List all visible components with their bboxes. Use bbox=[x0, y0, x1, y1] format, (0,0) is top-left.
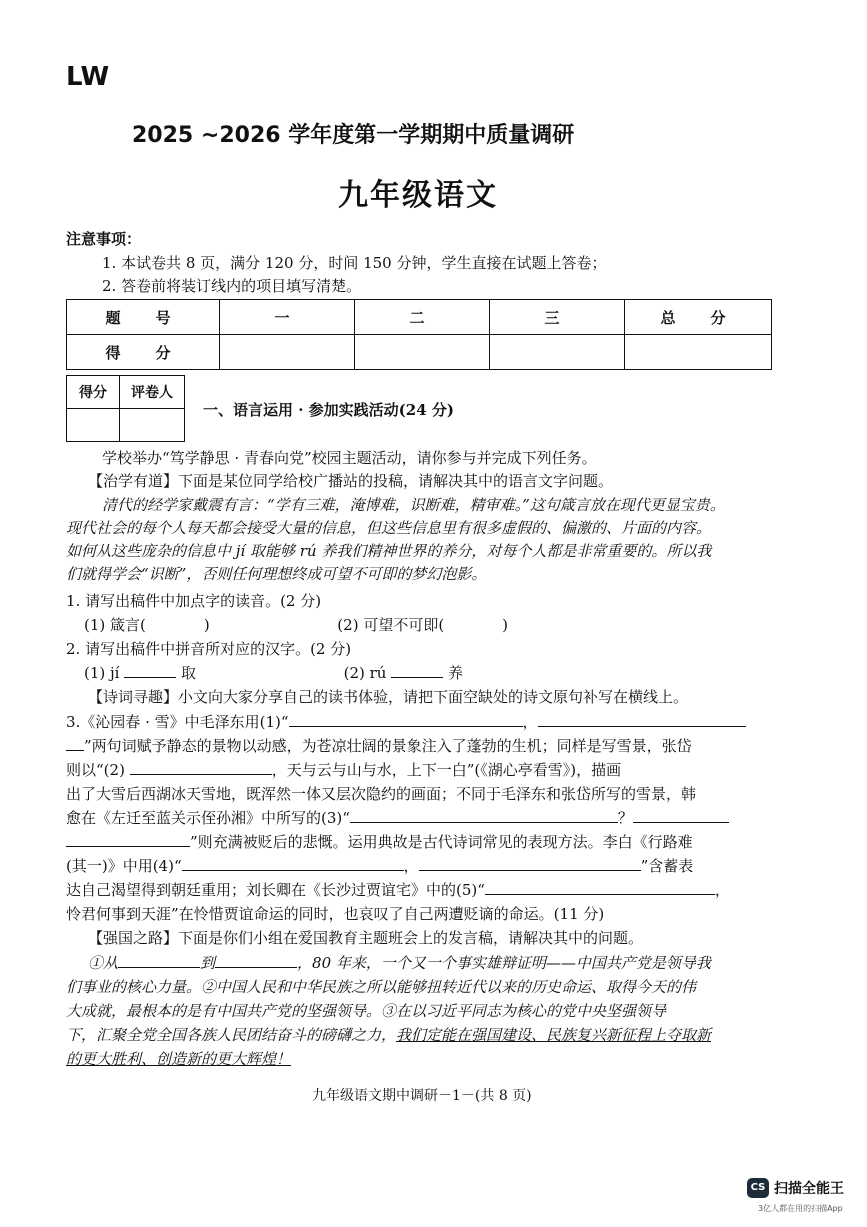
question-2: 2. 请写出稿件中拼音所对应的汉字。(2 分) bbox=[66, 640, 352, 658]
q3-text: ”则充满被贬后的悲慨。运用典故是古代诗词常见的表现方法。李白《行路难 bbox=[190, 833, 693, 851]
q3-text: ， bbox=[714, 881, 730, 899]
page-footer: 九年级语文期中调研－1－(共 8 页) bbox=[312, 1088, 532, 1104]
notes-item: 1. 本试卷共 8 页，满分 120 分，时间 150 分钟，学生直接在试题上答卷； bbox=[102, 254, 607, 272]
score-cell[interactable] bbox=[625, 335, 772, 370]
answer-blank[interactable] bbox=[289, 712, 523, 727]
speech-line bbox=[88, 952, 808, 974]
q1-part-b-end: ) bbox=[502, 616, 509, 634]
answer-blank[interactable] bbox=[182, 856, 404, 871]
score-cell[interactable] bbox=[355, 335, 490, 370]
answer-blank[interactable] bbox=[130, 760, 272, 775]
score-table-header: 二 bbox=[355, 300, 490, 335]
answer-blank[interactable] bbox=[419, 856, 641, 871]
q3-text: 3.《沁园春 · 雪》中毛泽东用(1)“ bbox=[66, 713, 289, 731]
score-table-header: 总 分 bbox=[625, 300, 772, 335]
score-cell[interactable] bbox=[220, 335, 355, 370]
score-table bbox=[66, 299, 772, 370]
exam-title: 2025 ~2026 学年度第一学期期中质量调研 bbox=[132, 123, 575, 148]
question-3-line: 怜君何事到天涯”在怜惜贾谊命运的同时，也哀叹了自己两遭贬谪的命运。(11 分) bbox=[66, 905, 605, 923]
question-1-parts bbox=[84, 614, 804, 636]
q1-part-b: (2) 可望不可即( bbox=[337, 616, 445, 634]
notes-heading: 注意事项： bbox=[66, 230, 142, 248]
question-3-line bbox=[66, 831, 786, 853]
watermark-name: 扫描全能王 bbox=[774, 1181, 844, 1197]
question-2-parts bbox=[84, 662, 804, 684]
question-3-line bbox=[66, 879, 786, 901]
score-table-header: 题 号 bbox=[67, 300, 220, 335]
q3-text: 则以“(2) bbox=[66, 761, 125, 779]
score-table-row-label: 得 分 bbox=[67, 335, 220, 370]
answer-blank[interactable] bbox=[350, 808, 618, 823]
q3-text: ”两句词赋予静态的景物以动感，为苍凉壮阔的景象注入了蓬勃的生机；同样是写雪景，张岱 bbox=[84, 737, 692, 755]
question-1: 1. 请写出稿件中加点字的读音。(2 分) bbox=[66, 592, 322, 610]
speech-text: 下，汇聚全党全国各族人民团结奋斗的磅礴之力， bbox=[66, 1026, 397, 1044]
question-3-line bbox=[66, 735, 786, 757]
question-3-line: 3.《沁园春 · 雪》中毛泽东用(1)“ ， bbox=[66, 711, 786, 733]
speech-text: ①从 bbox=[88, 954, 119, 972]
score-table-header: 三 bbox=[490, 300, 625, 335]
answer-blank[interactable] bbox=[118, 953, 200, 968]
q3-text: ”含蓄表 bbox=[640, 857, 694, 875]
subject-title: 九年级语文 bbox=[338, 178, 498, 213]
underlined-sentence: 的更大胜利、创造新的更大辉煌！ bbox=[66, 1050, 292, 1068]
q3-text: ？ bbox=[617, 809, 633, 827]
answer-blank[interactable] bbox=[485, 880, 715, 895]
q1-part-a: (1) 箴言( bbox=[84, 616, 146, 634]
notes-item: 2. 答卷前将装订线内的项目填写清楚。 bbox=[102, 277, 362, 295]
task-heading: 【强国之路】下面是你们小组在爱国教育主题班会上的发言稿，请解决其中的问题。 bbox=[88, 929, 644, 947]
q1-part-a-end: ) bbox=[203, 616, 210, 634]
section-intro: 学校举办“笃学静思 · 青春向党”校园主题活动，请你参与并完成下列任务。 bbox=[102, 449, 597, 467]
passage-line: 们就得学会“识断”，否则任何理想终成可望不可即的梦幻泡影。 bbox=[66, 565, 487, 583]
grader-reviewer-cell[interactable] bbox=[120, 409, 185, 442]
q3-text: ，天与云与山与水，上下一白”(《湖心亭看雪》)，描画 bbox=[271, 761, 622, 779]
passage-line: 清代的经学家戴震有言：“学有三难，淹博难，识断难，精审难。”这句箴言放在现代更显宝贵。 bbox=[102, 496, 725, 514]
underlined-sentence: 我们定能在强国建设、民族复兴新征程上夺取新 bbox=[396, 1026, 712, 1044]
q2-part-a: (1) jí bbox=[84, 664, 120, 682]
watermark-tagline: 3亿人都在用的扫描App bbox=[758, 1204, 843, 1213]
question-3-line: 出了大雪后西湖冰天雪地，既浑然一体又层次隐约的画面；不同于毛泽东和张岱所写的雪景，韩 bbox=[66, 785, 697, 803]
grader-score-cell[interactable] bbox=[67, 409, 120, 442]
score-cell[interactable] bbox=[490, 335, 625, 370]
q2-part-b: (2) rú bbox=[343, 664, 387, 682]
speech-line bbox=[66, 1024, 786, 1046]
task-heading: 【诗词寻趣】小文向大家分享自己的读书体验，请把下面空缺处的诗文原句补写在横线上。 bbox=[88, 688, 689, 706]
question-3-line bbox=[66, 759, 786, 781]
passage-line: 如何从这些庞杂的信息中 jí 取能够 rú 养我们精神世界的养分，对每个人都是非常重要的。所以我 bbox=[66, 542, 712, 560]
grader-score-label: 得分 bbox=[67, 376, 120, 409]
grader-reviewer-label: 评卷人 bbox=[120, 376, 185, 409]
answer-blank[interactable] bbox=[66, 736, 84, 751]
q3-text: 愈在《左迁至蓝关示侄孙湘》中所写的(3)“ bbox=[66, 809, 350, 827]
corner-mark: LW bbox=[66, 62, 110, 92]
answer-blank[interactable] bbox=[124, 663, 176, 678]
speech-line: 们事业的核心力量。②中国人民和中华民族之所以能够扭转近代以来的历史命运、取得今天的伟 bbox=[66, 978, 697, 996]
q3-text: (其一)》中用(4)“ bbox=[66, 857, 182, 875]
grader-box bbox=[66, 375, 185, 442]
section-title: 一、语言运用 · 参加实践活动(24 分) bbox=[203, 401, 454, 419]
passage-line: 现代社会的每个人每天都会接受大量的信息，但这些信息里有很多虚假的、偏激的、片面的内容。 bbox=[66, 519, 712, 537]
q2-part-b-end: 养 bbox=[448, 664, 464, 682]
speech-line bbox=[66, 1048, 786, 1070]
speech-line: 大成就，最根本的是有中国共产党的坚强领导。③在以习近平同志为核心的党中央坚强领导 bbox=[66, 1002, 667, 1020]
question-3-line bbox=[66, 855, 786, 877]
task-heading: 【治学有道】下面是某位同学给校广播站的投稿，请解决其中的语言文字问题。 bbox=[88, 472, 614, 490]
answer-blank[interactable] bbox=[633, 808, 729, 823]
q3-text: 达自己渴望得到朝廷重用；刘长卿在《长沙过贾谊宅》中的(5)“ bbox=[66, 881, 485, 899]
answer-blank[interactable] bbox=[66, 832, 190, 847]
question-3-line bbox=[66, 807, 786, 829]
q3-text: ， bbox=[403, 857, 419, 875]
score-table-header: 一 bbox=[220, 300, 355, 335]
answer-blank[interactable] bbox=[391, 663, 443, 678]
speech-text: ，80 年来，一个又一个事实雄辩证明——中国共产党是领导我 bbox=[297, 954, 711, 972]
camscanner-logo-icon: CS bbox=[747, 1178, 769, 1198]
speech-text: 到 bbox=[200, 954, 216, 972]
answer-blank[interactable] bbox=[215, 953, 297, 968]
answer-blank[interactable] bbox=[538, 712, 746, 727]
q2-part-a-end: 取 bbox=[181, 664, 197, 682]
